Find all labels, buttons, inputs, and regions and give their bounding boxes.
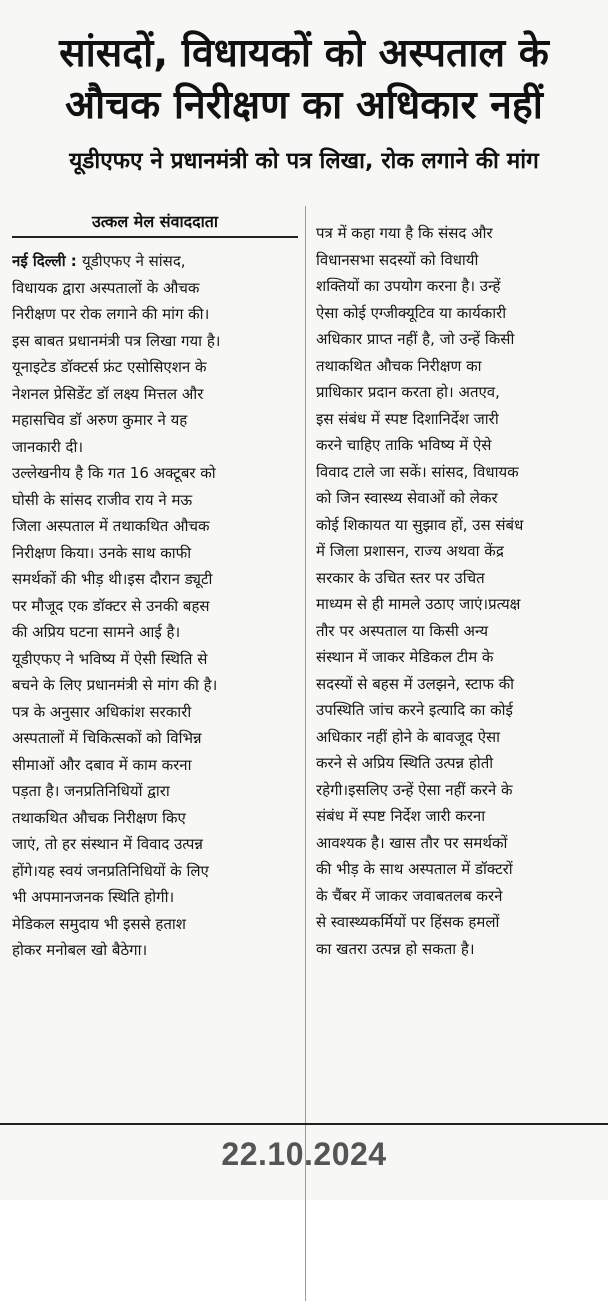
article-line: तथाकथित औचक निरीक्षण का xyxy=(316,356,482,375)
article-line: से स्वास्थ्यकर्मियों पर हिंसक हमलों xyxy=(316,913,500,931)
article-line: संस्थान में जाकर मेडिकल टीम के xyxy=(316,648,494,666)
article-line: संबंध में स्पष्ट निर्देश जारी करना xyxy=(316,807,486,825)
article-line: यूनाइटेड डॉक्टर्स फ्रंट एसोसिएशन के xyxy=(12,358,207,376)
article-line: की अप्रिय घटना सामने आई है। xyxy=(12,623,181,641)
article-column-1 xyxy=(12,248,298,964)
article-line: करने चाहिए ताकि भविष्य में ऐसे xyxy=(316,436,492,454)
article-line: उपस्थिति जांच करने इत्यादि का कोई xyxy=(316,701,513,719)
article-line: पत्र में कहा गया है कि संसद और xyxy=(316,224,493,242)
article-line: शक्तियों का उपयोग करना है। उन्हें xyxy=(316,277,501,295)
article-column-2 xyxy=(316,220,598,962)
article-line: नेशनल प्रेसिडेंट डॉ लक्ष्य मित्तल और xyxy=(12,384,204,403)
article-line: ऐसा कोई एग्जीक्यूटिव या कार्यकारी xyxy=(316,303,507,322)
article-line: इस बाबत प्रधानमंत्री पत्र लिखा गया है। xyxy=(12,331,221,350)
article-line: सदस्यों से बहस में उलझने, स्टाफ की xyxy=(316,674,514,693)
article-line: प्राधिकार प्रदान करता हो। अतएव, xyxy=(316,383,500,401)
article-line: अस्पतालों में चिकित्सकों को विभिन्न xyxy=(12,729,202,747)
article-line: बचने के लिए प्रधानमंत्री से मांग की है। xyxy=(12,676,218,694)
article-line: के चैंबर में जाकर जवाबतलब करने xyxy=(316,886,503,905)
article-line: अधिकार नहीं होने के बावजूद ऐसा xyxy=(316,727,501,746)
byline: उत्कल मेल संवाददाता xyxy=(91,212,219,231)
article-line: जानकारी दी। xyxy=(12,437,84,456)
article-line: आवश्यक है। खास तौर पर समर्थकों xyxy=(316,833,508,852)
article-line: महासचिव डॉ अरुण कुमार ने यह xyxy=(12,411,188,429)
article-line: कोई शिकायत या सुझाव हों, उस संबंध xyxy=(316,515,524,534)
article-line: विधानसभा सदस्यों को विधायी xyxy=(316,250,479,269)
bottom-rule xyxy=(0,1123,608,1125)
article-line: निरीक्षण किया। उनके साथ काफी xyxy=(12,543,192,562)
article-line: करने से अप्रिय स्थिति उत्पन्न होती xyxy=(316,754,494,772)
article-line: होंगे।यह स्वयं जनप्रतिनिधियों के लिए xyxy=(12,861,209,880)
article-line: रहेगी।इसलिए उन्हें ऐसा नहीं करने के xyxy=(316,780,513,799)
article-line: नई दिल्ली : यूडीएफए ने सांसद, xyxy=(12,252,186,270)
article-line: में जिला प्रशासन, राज्य अथवा केंद्र xyxy=(316,542,504,560)
article-line: जिला अस्पताल में तथाकथित औचक xyxy=(12,517,210,535)
dateline: नई दिल्ली : xyxy=(12,252,83,270)
article-line: विधायक द्वारा अस्पतालों के औचक xyxy=(12,278,200,297)
article-line: मेडिकल समुदाय भी इससे हताश xyxy=(12,914,186,933)
article-line: होकर मनोबल खो बैठेगा। xyxy=(12,941,148,959)
article-line: सीमाओं और दबाव में काम करना xyxy=(12,755,192,774)
headline-line-2: औचक निरीक्षण का अधिकार नहीं xyxy=(65,83,543,128)
article-line: माध्यम से ही मामले उठाए जाएं।प्रत्यक्ष xyxy=(316,595,521,613)
publication-date: 22.10.2024 xyxy=(221,1136,387,1172)
article-line: को जिन स्वास्थ्य सेवाओं को लेकर xyxy=(316,489,498,507)
article-line: अधिकार प्राप्त नहीं है, जो उन्हें किसी xyxy=(316,330,515,348)
article-line: इस संबंध में स्पष्ट दिशानिर्देश जारी xyxy=(316,409,499,428)
article-line: पड़ता है। जनप्रतिनिधियों द्वारा xyxy=(12,782,170,800)
article-line: का खतरा उत्पन्न हो सकता है। xyxy=(316,939,475,958)
article-line: सरकार के उचित स्तर पर उचित xyxy=(316,568,485,587)
article-line: पर मौजूद एक डॉक्टर से उनकी बहस xyxy=(12,596,210,615)
article-line: तौर पर अस्पताल या किसी अन्य xyxy=(316,621,489,640)
article-line: निरीक्षण पर रोक लगाने की मांग की। xyxy=(12,305,210,323)
subheadline: यूडीएफए ने प्रधानमंत्री को पत्र लिखा, रोक लगाने की मांग xyxy=(69,148,539,174)
article-line: जाएं, तो हर संस्थान में विवाद उत्पन्न xyxy=(12,835,203,853)
article-line: यूडीएफए ने भविष्य में ऐसी स्थिति से xyxy=(12,649,208,668)
article-line: विवाद टाले जा सकें। सांसद, विधायक xyxy=(316,462,519,481)
headline-line-1: सांसदों, विधायकों को अस्पताल के xyxy=(59,31,549,76)
article-line: भी अपमानजनक स्थिति होगी। xyxy=(12,888,175,906)
article-line: समर्थकों की भीड़ थी।इस दौरान ड्यूटी xyxy=(12,570,213,588)
article-line: की भीड़ के साथ अस्पताल में डॉक्टरों xyxy=(316,860,513,878)
article-line: उल्लेखनीय है कि गत 16 अक्टूबर को xyxy=(12,464,216,482)
article-line: पत्र के अनुसार अधिकांश सरकारी xyxy=(12,702,192,721)
byline-underline xyxy=(12,236,298,238)
article-line: घोसी के सांसद राजीव राय ने मऊ xyxy=(12,490,193,509)
article-line: तथाकथित औचक निरीक्षण किए xyxy=(12,808,186,827)
